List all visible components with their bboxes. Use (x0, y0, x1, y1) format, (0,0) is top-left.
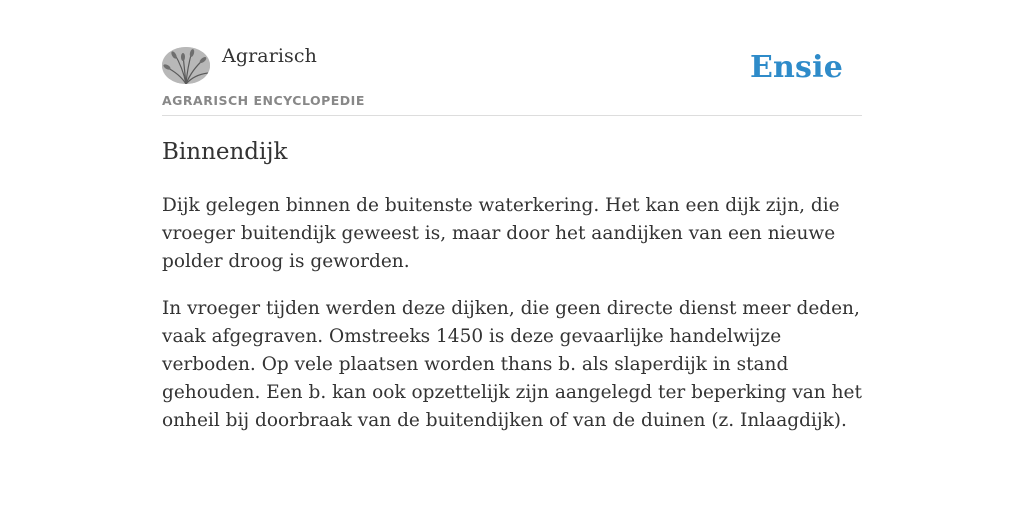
source-name[interactable]: Agrarisch (222, 45, 317, 67)
article-paragraph: In vroeger tijden werden deze dijken, die geen directe dienst meer deden, vaak afgegraven. Omstreeks 1450 is deze gevaarlijke handelwijze verboden. Op vele plaatsen worden thans b. als slaperdijk in stand gehouden. Een b. kan ook opzettelijk zijn aangelegd ter beperking van het onheil bij doorbraak van de buitendijken of van de duinen (z. Inlaagdijk). (162, 298, 862, 431)
page-container (162, 0, 862, 512)
wheat-icon[interactable] (162, 47, 210, 84)
article-title: Binnendijk (162, 139, 288, 165)
header (162, 0, 862, 116)
brand-logo[interactable]: Ensie (749, 50, 843, 85)
source-subtitle[interactable]: AGRARISCH ENCYCLOPEDIE (162, 93, 365, 108)
article-paragraph: Dijk gelegen binnen de buitenste waterkering. Het kan een dijk zijn, die vroeger buitendijk geweest is, maar door het aandijken van een nieuwe polder droog is geworden. (162, 195, 840, 272)
